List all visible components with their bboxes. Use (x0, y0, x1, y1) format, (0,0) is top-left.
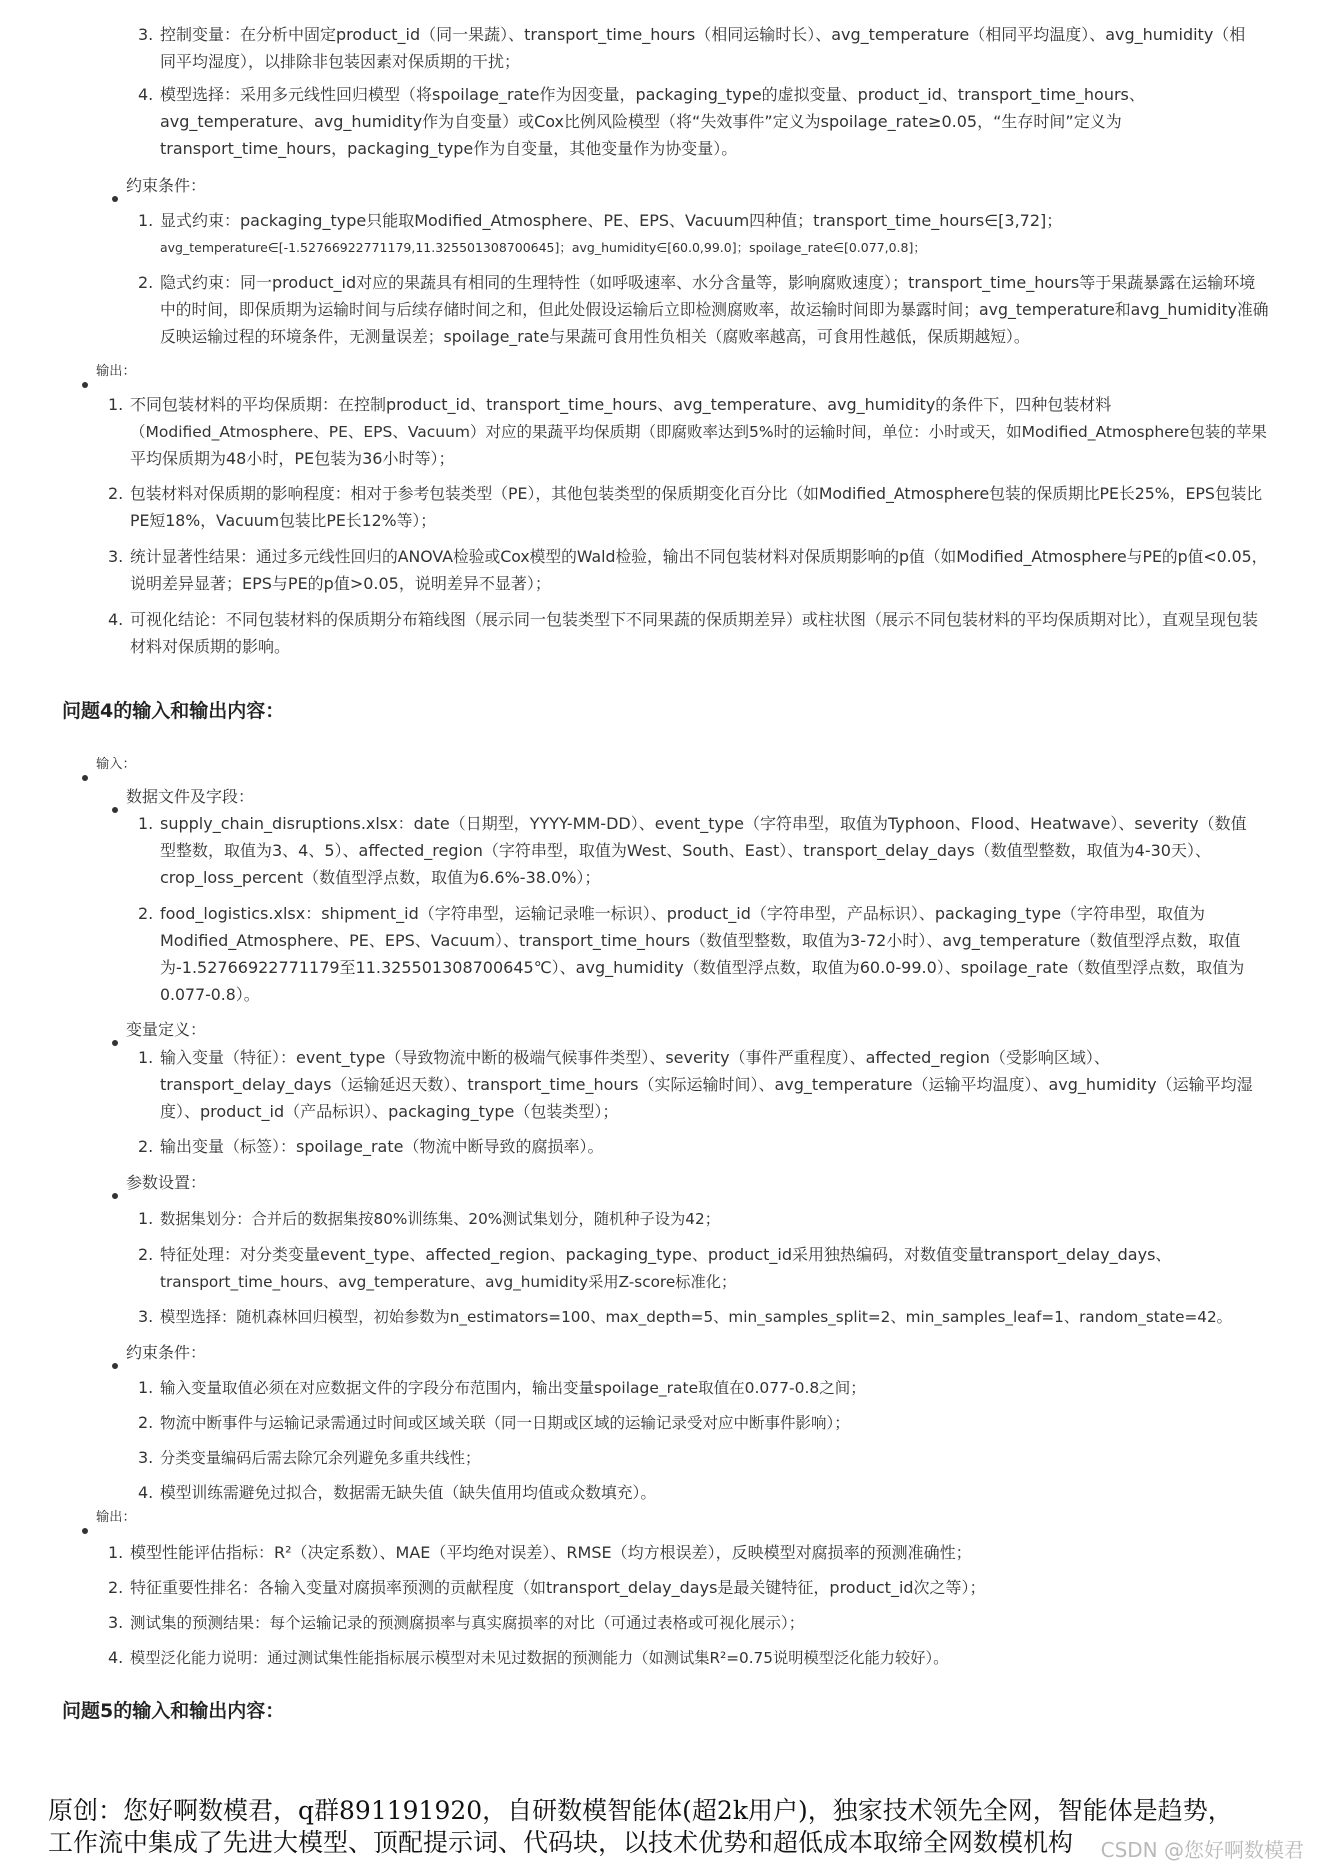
list-number: 2. (138, 1413, 154, 1432)
text-line: 度）、product_id（产品标识）、packaging_type（包装类型）； (160, 1102, 619, 1121)
list-number: 2. (138, 904, 154, 923)
text-line: 约束条件： (126, 176, 207, 195)
text-line: （Modified_Atmosphere、PE、EPS、Vacuum）对应的果蔬平均保质期（即腐败率达到5%时的运输时间，单位：小时或天，如Modified_Atmosphere包装的苹果 (130, 423, 1267, 441)
text-line: 统计显著性结果：通过多元线性回归的ANOVA检验或Cox模型的Wald检验，输出不同包装材料对保质期影响的p值（如Modified_Atmosphere与PE的p值<0.05， (130, 547, 1268, 566)
list-number: 4. (138, 85, 154, 104)
list-number: 1. (138, 211, 154, 230)
text-line: 材料对保质期的影响。 (130, 637, 291, 656)
text-line: 输出： (96, 364, 136, 379)
list-number: 4. (108, 610, 124, 629)
text-line: avg_temperature、avg_humidity作为自变量）或Cox比例风险模型（将“失效事件”定义为spoilage_rate≥0.05，“生存时间”定义为 (160, 112, 1122, 131)
bullet-marker (112, 196, 118, 202)
text-line: food_logistics.xlsx：shipment_id（字符串型，运输记录唯一标识）、product_id（字符串型，产品标识）、packaging_type（字符串型，取值为 (160, 904, 1206, 923)
bullet-marker (82, 775, 88, 781)
text-line: 输入变量（特征）：event_type（导致物流中断的极端气候事件类型）、severity（事件严重程度）、affected_region（受影响区域）、 (160, 1048, 1110, 1067)
text-line: 可视化结论：不同包装材料的保质期分布箱线图（展示同一包装类型下不同果蔬的保质期差异）或柱状图（展示不同包装材料的平均保质期对比），直观呈现包装 (130, 610, 1259, 629)
text-line: 模型选择：采用多元线性回归模型（将spoilage_rate作为因变量，packaging_type的虚拟变量、product_id、transport_time_hours、 (160, 85, 1145, 104)
text-line: 物流中断事件与运输记录需通过时间或区域关联（同一日期或区域的运输记录受对应中断事件影响）； (160, 1414, 850, 1432)
list-number: 1. (138, 814, 154, 833)
bullet-marker (112, 1040, 118, 1046)
list-number: 1. (138, 1048, 154, 1067)
list-number: 2. (108, 1578, 124, 1597)
text-line: 特征重要性排名：各输入变量对腐损率预测的贡献程度（如transport_delay_days是最关键特征，product_id次之等）； (130, 1578, 986, 1597)
list-number: 1. (108, 1543, 124, 1562)
list-number: 3. (138, 1448, 154, 1467)
text-line: transport_time_hours，packaging_type作为自变量，其他变量作为协变量）。 (160, 139, 738, 158)
list-number: 2. (138, 273, 154, 292)
text-line: 输出变量（标签）：spoilage_rate（物流中断导致的腐损率）。 (160, 1137, 604, 1156)
section-heading: 问题4的输入和输出内容： (62, 700, 285, 722)
list-number: 3. (108, 1613, 124, 1632)
text-line: 特征处理：对分类变量event_type、affected_region、packaging_type、product_id采用独热编码，对数值变量transport_delay_days、 (160, 1245, 1172, 1264)
text-line: 模型泛化能力说明：通过测试集性能指标展示模型对未见过数据的预测能力（如测试集R²=0.75说明模型泛化能力较好）。 (130, 1649, 949, 1667)
text-line: 反映运输过程的环境条件，无测量误差；spoilage_rate与果蔬可食用性负相关（腐败率越高，可食用性越低，保质期越短）。 (160, 327, 1030, 346)
text-line: 中的时间，即保质期为运输时间与后续存储时间之和，但此处假设运输后立即检测腐败率，故运输时间即为暴露时间；avg_temperature和avg_humidity准确 (160, 300, 1269, 319)
section-heading: 问题5的输入和输出内容： (62, 1700, 285, 1722)
text-line: 平均保质期为48小时，PE包装为36小时等）； (130, 449, 455, 468)
text-line: crop_loss_percent（数值型浮点数，取值为6.6%-38.0%）； (160, 868, 601, 887)
text-line: transport_time_hours、avg_temperature、avg_humidity采用Z-score标准化； (160, 1273, 737, 1291)
list-number: 4. (138, 1483, 154, 1502)
text-line: 约束条件： (126, 1343, 207, 1362)
list-number: 4. (108, 1648, 124, 1667)
text-line: 控制变量：在分析中固定product_id（同一果蔬）、transport_time_hours（相同运输时长）、avg_temperature（相同平均温度）、avg_humidity（相 (160, 25, 1246, 44)
bullet-marker (112, 807, 118, 813)
text-line: 参数设置： (126, 1173, 207, 1192)
text-line: 说明差异显著；EPS与PE的p值>0.05，说明差异不显著）； (130, 574, 551, 593)
text-line: 输入变量取值必须在对应数据文件的字段分布范围内，输出变量spoilage_rate取值在0.077-0.8之间； (160, 1379, 866, 1397)
text-line: 分类变量编码后需去除冗余列避免多重共线性； (160, 1449, 481, 1467)
bullet-marker (82, 382, 88, 388)
list-number: 1. (138, 1209, 154, 1228)
text-line: 模型选择：随机森林回归模型，初始参数为n_estimators=100、max_depth=5、min_samples_split=2、min_samples_leaf=1、random_state=42。 (160, 1308, 1232, 1326)
text-line: 数据文件及字段： (126, 787, 255, 806)
text-line: transport_delay_days（运输延迟天数）、transport_time_hours（实际运输时间）、avg_temperature（运输平均温度）、avg_humidity（运输平均湿 (160, 1075, 1253, 1094)
text-line: Modified_Atmosphere、PE、EPS、Vacuum）、transport_time_hours（数值型整数，取值为3-72小时）、avg_temperature（数值型浮点数，取值 (160, 931, 1241, 950)
bullet-marker (112, 1193, 118, 1199)
list-number: 2. (138, 1137, 154, 1156)
text-line: 0.077-0.8）。 (160, 985, 260, 1004)
text-line: 数据集划分：合并后的数据集按80%训练集、20%测试集划分，随机种子设为42； (160, 1210, 720, 1228)
text-line: 型整数，取值为3、4、5）、affected_region（字符串型，取值为West、South、East）、transport_delay_days（数值型整数，取值为4-30天）、 (160, 841, 1211, 860)
list-number: 2. (108, 484, 124, 503)
text-line: 隐式约束：同一product_id对应的果蔬具有相同的生理特性（如呼吸速率、水分含量等，影响腐败速度）；transport_time_hours等于果蔬暴露在运输环境 (160, 273, 1256, 292)
bullet-marker (112, 1363, 118, 1369)
list-number: 3. (138, 1307, 154, 1326)
text-line: 显式约束：packaging_type只能取Modified_Atmosphere、PE、EPS、Vacuum四种值；transport_time_hours∈[3,72]； (160, 211, 1063, 230)
text-line: 同平均湿度），以排除非包装因素对保质期的干扰； (160, 52, 521, 71)
text-line: 包装材料对保质期的影响程度：相对于参考包装类型（PE），其他包装类型的保质期变化百分比（如Modified_Atmosphere包装的保质期比PE长25%，EPS包装比 (130, 484, 1263, 503)
text-line: 输入： (96, 757, 136, 772)
text-line: 输出： (96, 1510, 136, 1525)
text-line: 模型性能评估指标：R²（决定系数）、MAE（平均绝对误差）、RMSE（均方根误差），反映模型对腐损率的预测准确性； (130, 1543, 972, 1562)
footer-line-1: 原创：您好啊数模君，q群891191920，自研数模智能体(超2k用户)，独家技术领先全网，智能体是趋势， (48, 1796, 1233, 1825)
list-number: 1. (138, 1378, 154, 1397)
list-number: 3. (108, 547, 124, 566)
text-line: supply_chain_disruptions.xlsx：date（日期型，YYYY-MM-DD）、event_type（字符串型，取值为Typhoon、Flood、Heatwave）、severity（数值 (160, 814, 1247, 833)
footer-line-2: 工作流中集成了先进大模型、顶配提示词、代码块，以技术优势和超低成本取缔全网数模机构 (48, 1828, 1074, 1857)
text-line: avg_temperature∈[-1.52766922771179,11.325501308700645]；avg_humidity∈[60.0,99.0]；spoilage_rate∈[0.077,0.8]； (160, 240, 926, 255)
list-number: 3. (138, 25, 154, 44)
list-number: 2. (138, 1245, 154, 1264)
text-line: 模型训练需避免过拟合，数据需无缺失值（缺失值用均值或众数填充）。 (160, 1483, 657, 1502)
text-line: 不同包装材料的平均保质期：在控制product_id、transport_time_hours、avg_temperature、avg_humidity的条件下，四种包装材料 (130, 395, 1112, 414)
footer-note (48, 1795, 1233, 1859)
list-number: 1. (108, 395, 124, 414)
bullet-marker (82, 1528, 88, 1534)
csdn-watermark: CSDN @您好啊数模君 (1100, 1838, 1304, 1862)
text-line: 测试集的预测结果：每个运输记录的预测腐损率与真实腐损率的对比（可通过表格或可视化展示）； (130, 1614, 805, 1632)
text-line: 变量定义： (126, 1020, 207, 1039)
text-line: 为-1.52766922771179至11.325501308700645℃）、avg_humidity（数值型浮点数，取值为60.0-99.0）、spoilage_rate（数值型浮点数，取值为 (160, 958, 1245, 977)
text-line: PE短18%，Vacuum包装比PE长12%等）； (130, 511, 436, 530)
